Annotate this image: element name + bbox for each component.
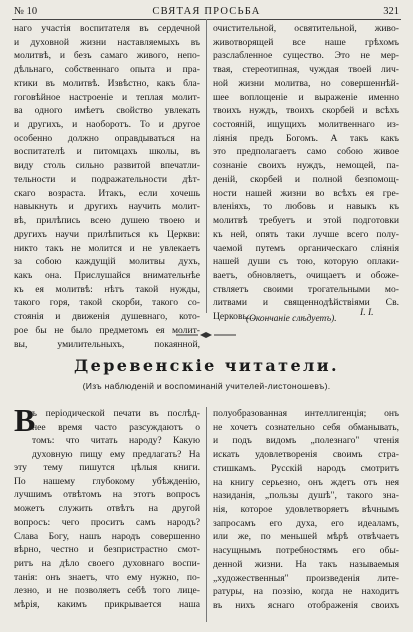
text-line: скаго возраста. Итакъ, если хочешь [14,187,200,199]
text-line: лезно, и не позволяетъ себѣ того лице- [14,585,200,597]
text-line: животворящей все наше грѣхомъ [213,36,399,48]
text-line: ліянія предъ Богомъ. А такъ какъ [213,132,399,144]
text-line: наго участія воспитателя въ сердечной [14,23,200,34]
text-line: такого горя, такой скорби, такого со- [14,297,200,309]
text-line: искать удовлетворенія своимъ стра- [213,449,399,461]
text-line: особенно должно оправдываться на [14,132,200,144]
text-line: нашей души съ тою, которую оплаки- [213,256,399,268]
text-line: гоговѣйное настроеніе и теплая молит- [14,91,200,103]
running-header [14,6,399,18]
text-line: и другихъ, и наоборотъ. То и другое [14,119,200,131]
issue-number: № 10 [14,6,38,17]
text-line: рое бы не было предметомъ ея молит- [14,324,200,336]
text-line: Церковь.... [213,311,257,323]
text-line: шее воплощеніе и выраженіе именно [213,91,399,103]
article-left-column [14,461,200,612]
text-line: не хочетъ сознательно себя обманывать, [213,421,399,433]
text-line: эту тему пишутся цѣлыя книги. [14,462,200,473]
text-line: молитвѣ требуетъ и этой подготовки [213,215,399,227]
text-line: стишкамъ. Русскій народъ смотритъ [213,462,399,474]
text-line: насущнымъ потребностямъ его обы- [213,545,399,557]
article-left-lead [32,407,200,462]
article-right-column [213,407,399,613]
text-line: или же, по меньшей мѣрѣ отвѣчаетъ [213,531,399,543]
text-line: къ ней, опять таки лучше всего полу- [213,228,399,240]
column-divider [206,19,207,313]
text-line: и духовной жизни наставляемыхъ въ [14,36,200,48]
text-line: ной жизни молитва, но совершеннѣй- [213,77,399,89]
text-line: „художественныя" произведенія лите- [213,572,399,584]
text-line: вѣ, прилѣпись всею душею твоею и [14,215,200,227]
text-line: нія, которое удовлетворяетъ вѣчнымъ [213,504,399,516]
continuation-note: (Окончаніе слѣдуетъ). [246,314,337,324]
page-number: 321 [383,6,399,17]
text-line: литвами и священнодѣйствіями Св. [213,297,399,309]
text-line: ности нашей жизни во всѣхъ ея гре- [213,187,399,199]
text-line: назиданія, „пользы душѣ", такого зна- [213,490,399,502]
text-line: полуобразованная интеллигенція; онъ [213,408,399,419]
text-line: твоихъ нуждъ, твоихъ скорбей и всѣхъ [213,105,399,117]
journal-title: СВЯТАЯ ПРОСЬБА [152,6,261,17]
text-line: деній, скорбей и полной безпомощ- [213,173,399,185]
text-line: ствляетъ своими трогательными мо- [213,283,399,295]
article-title: Деревенскіе читатели. [74,356,339,375]
text-line: разслабленное существо. Это не мер- [213,50,399,62]
text-line: ратуры, на поэзію, когда не находитъ [213,586,399,598]
text-line: на книгу серьезно, онъ ждетъ отъ нея [213,476,399,488]
drop-cap: В [14,402,36,438]
text-line: другихъ научи прилѣпиться къ Церкви: [14,228,200,240]
text-line: вы, умилительныхъ, покаянной, [14,338,200,350]
text-line: за собою каждущій молитвы духъ, [14,256,200,268]
text-line: воспитателѣ и питомцахъ школы, въ [14,146,200,158]
text-line: никто такъ не молится и не увлекаетъ [14,242,200,254]
signature: I. I. [360,307,374,318]
text-line: денной жизни. На такъ называемыя [213,558,399,570]
text-line: чаемой путемъ органическаго сліянія [213,242,399,254]
text-line: навыкнуть и другихъ научить молит- [14,201,200,213]
text-line: къ ея молитвѣ: нѣтъ такой нужды, [14,283,200,295]
article-subtitle: (Изъ наблюденій и воспоминаній учителей-листоношевъ). [82,381,331,391]
text-line: ва одного имѣетъ свойство увлекать [14,105,200,117]
upper-right-column [213,22,399,324]
text-line: ритъ на дѣло своего духовнаго воспи- [14,558,200,570]
text-line: духовную пищу ему предлагать? На [32,449,200,461]
text-line: вѣрно, честно и безпристрастно смот- [14,544,200,556]
text-line: ъ періодической печати въ послѣд- [32,408,200,419]
text-line: и подъ видомъ „полезнаго" чтенія [213,435,399,447]
text-line: молитвѣ, и безъ самаго живого, непо- [14,50,200,62]
text-line: вопросъ: чего проситъ самъ народъ? [14,516,200,528]
text-line: Слава Богу, нашъ народъ совершенно [14,530,200,542]
text-line: запросамъ его духа, его идеаламъ, [213,517,399,529]
text-line: По нашему глубокому убѣжденію, [14,475,200,487]
text-line: состояній, ищущихъ молитвеннаго из- [213,119,399,131]
text-line: очистительной, освятительной, живо- [213,23,399,34]
text-line: это предполагаетъ само собою живое [213,146,399,158]
text-line: танія: онъ знаетъ, что ему нужно, по- [14,571,200,583]
ornament-divider [176,331,236,339]
text-line: твая, стереотипная, чуждая твоей лич- [213,64,399,76]
text-line: томъ: что читать народу? Какую [32,435,200,447]
text-line: дѣльнаго, собственнаго опыта и прa- [14,64,200,76]
text-line: можетъ служить отвѣтъ на другой [14,503,200,515]
text-line: вленіяхъ, то любовь и навыкъ къ [213,201,399,213]
text-line: нее время часто разсуждаютъ о [32,421,200,433]
text-line: сознаніе своихъ нуждъ, немощей, па- [213,160,399,172]
text-line: мѣрія, какимъ прикрывается наша [14,599,200,611]
text-line: ваетъ, обновляетъ, очищаетъ и обоже- [213,269,399,281]
text-line: какъ она. Прислушайся внимательнѣе [14,269,200,281]
text-line: тельности и подражательности дѣт- [14,173,200,185]
text-line: виду столь сильно развитой впечатли- [14,160,200,172]
text-line: лучшимъ отвѣтомъ на этотъ вопросъ [14,489,200,501]
text-line: ктики въ молитвѣ. Извѣстно, какъ бла- [14,77,200,89]
article-column-divider [206,407,207,622]
text-line: въ нихъ яснаго отображенія своихъ [213,600,399,612]
text-line: стоянія и движенія душевнаго, кото- [14,311,200,323]
upper-left-column [14,22,200,351]
